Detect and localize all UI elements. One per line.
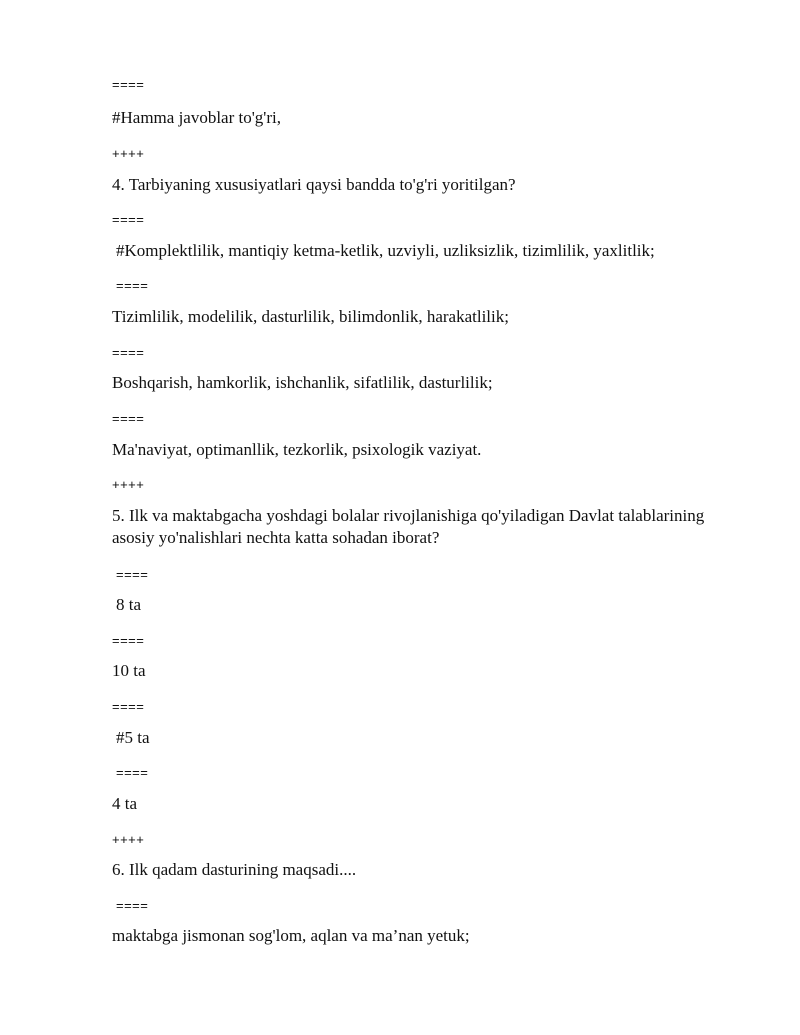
answer-option: #Komplektlilik, mantiqiy ketma-ketlik, uzviyli, uzliksizlik, tizimlilik, yaxlitlik; <box>116 241 655 260</box>
question-text: 4. Tarbiyaning xususiyatlari qaysi bandda to'g'ri yoritilgan? <box>112 175 516 194</box>
question-separator: ++++ <box>112 146 145 161</box>
answer-option: #Hamma javoblar to'g'ri, <box>112 108 281 127</box>
separator-line: ==== <box>112 699 145 714</box>
separator-line: ==== <box>116 567 149 582</box>
question-separator: ++++ <box>112 832 145 847</box>
question-text: 6. Ilk qadam dasturining maqsadi.... <box>112 860 357 879</box>
answer-option: maktabga jismonan sog'lom, aqlan va ma’nan yetuk; <box>112 926 470 945</box>
separator-line: ==== <box>112 212 145 227</box>
answer-option: Tizimlilik, modelilik, dasturlilik, bilimdonlik, harakatlilik; <box>112 307 509 326</box>
answer-option: #5 ta <box>116 728 150 747</box>
answer-option: 8 ta <box>116 595 142 614</box>
answer-option: 10 ta <box>112 661 146 680</box>
question-text: 5. Ilk va maktabgacha yoshdagi bolalar rivojlanishiga qo'yiladigan Davlat talablarining asosiy yo'nalishlari nechta katta sohadan iborat? <box>112 506 705 547</box>
answer-option: Ma'naviyat, optimanllik, tezkorlik, psixologik vaziyat. <box>112 440 482 459</box>
separator-line: ==== <box>112 633 145 648</box>
separator-line: ==== <box>116 898 149 913</box>
separator-line: ==== <box>116 278 149 293</box>
separator-line: ==== <box>112 411 145 426</box>
separator-line: ==== <box>112 345 145 360</box>
separator-line: ==== <box>112 77 145 92</box>
answer-option: 4 ta <box>112 794 138 813</box>
separator-line: ==== <box>116 765 149 780</box>
question-separator: ++++ <box>112 477 145 492</box>
answer-option: Boshqarish, hamkorlik, ishchanlik, sifatlilik, dasturlilik; <box>112 373 493 392</box>
